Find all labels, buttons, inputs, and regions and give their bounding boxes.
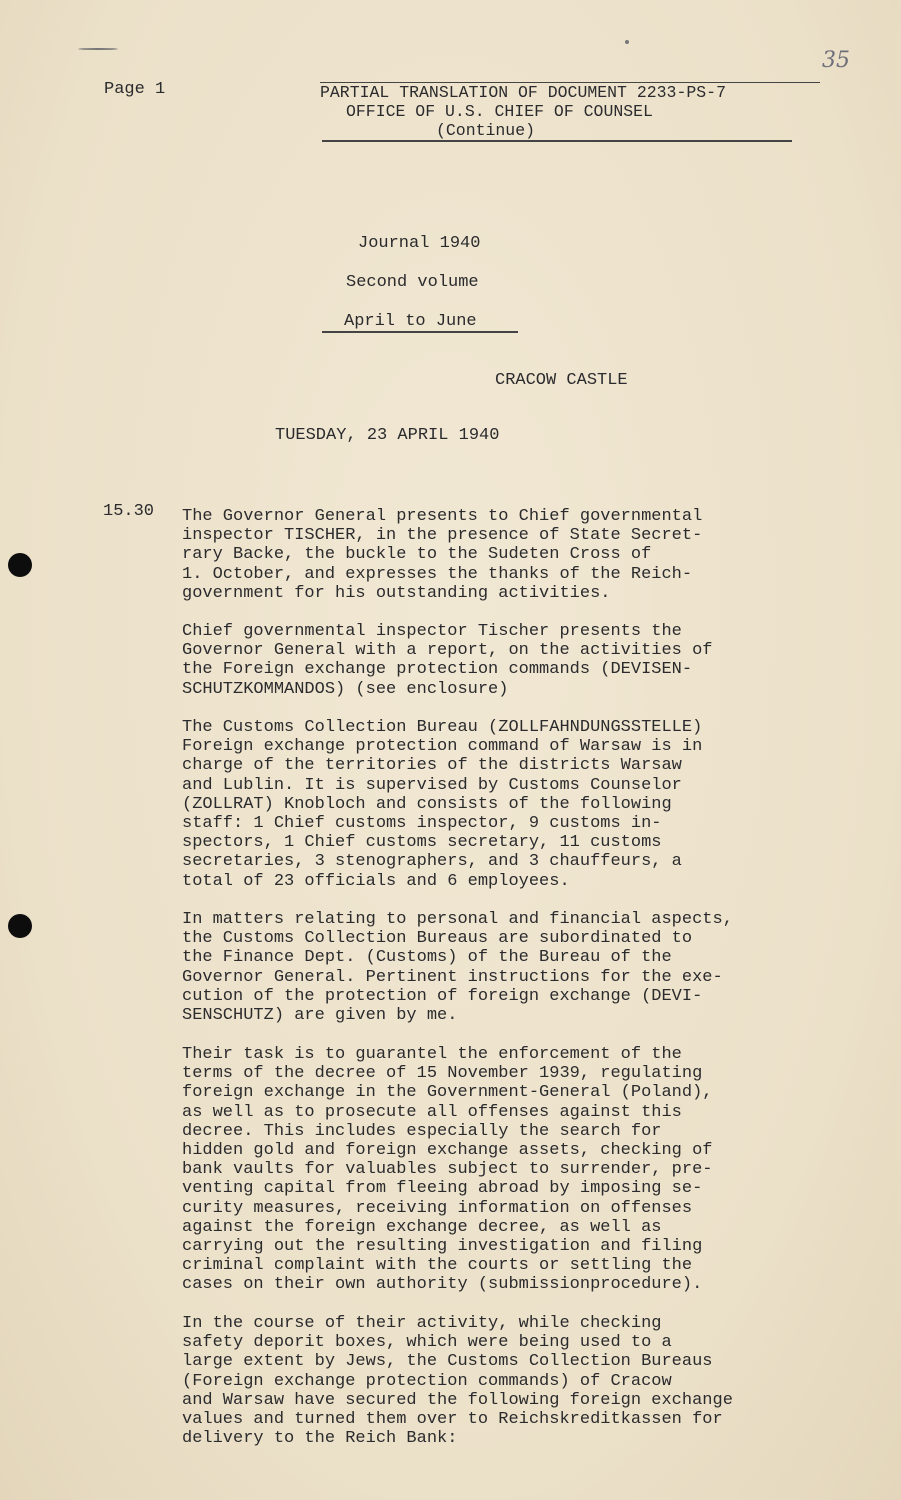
paper-speck xyxy=(625,40,629,44)
period-title: April to June xyxy=(344,312,477,331)
punch-hole-icon xyxy=(8,914,32,938)
paragraph-3: The Customs Collection Bureau (ZOLLFAHNDUNGSSTELLE) Foreign exchange protection command of Warsaw is in charge of the territories of the districts Warsaw and Lublin. It is supervised by Customs Counselor (ZOLLRAT) Knobloch and consists of the following staff: 1 Chief customs inspector, 9 customs in- spectors, 1 Chief customs secretary, 11 customs secretaries, 3 stenographers, and 3 chauffeurs, a total of 23 officials and 6 employees. xyxy=(182,718,703,891)
paragraph-2: Chief governmental inspector Tischer presents the Governor General with a report, on the activities of the Foreign exchange protection commands (DEVISEN- SCHUTZKOMMANDOS) (see enclosure) xyxy=(182,622,713,699)
header-underline xyxy=(322,140,792,142)
period-underline xyxy=(322,331,518,333)
handwritten-folio-number: 35 xyxy=(822,48,850,73)
journal-title: Journal 1940 xyxy=(358,234,481,253)
paragraph-1: The Governor General presents to Chief governmental inspector TISCHER, in the presence of State Secret- rary Backe, the buckle to the Sudeten Cross of 1. October, and expresses the thanks of the Reich- government for his outstanding activities. xyxy=(182,507,703,603)
paragraph-4: In matters relating to personal and financial aspects, the Customs Collection Bureaus are subordinated to the Finance Dept. (Customs) of the Bureau of the Governor General. Pertinent instructions for the exe- cution of the protection of foreign exchange (DEVI- SENSCHUTZ) are given by me. xyxy=(182,910,733,1026)
document-header xyxy=(320,82,820,140)
paragraph-5: Their task is to guarantel the enforcement of the terms of the decree of 15 November 1939, regulating foreign exchange in the Government-General (Poland), as well as to prosecute all offenses against this decree. This includes especially the search for hidden gold and foreign exchange assets, checking of bank vaults for valuables subject to surrender, pre- venting capital from fleeing abroad by imposing se- curity measures, receiving information on offenses against the foreign exchange decree, as well as carrying out the resulting investigation and filing criminal complaint with the courts or settling the cases on their own authority (submissionprocedure). xyxy=(182,1045,713,1295)
entry-time: 15.30 xyxy=(103,502,155,521)
header-line-1: PARTIAL TRANSLATION OF DOCUMENT 2233-PS-7 xyxy=(320,82,820,102)
place-title: CRACOW CASTLE xyxy=(495,371,628,390)
page-number: Page 1 xyxy=(104,80,166,99)
entry-date: TUESDAY, 23 APRIL 1940 xyxy=(275,426,500,445)
volume-title: Second volume xyxy=(346,273,479,292)
header-line-2: OFFICE OF U.S. CHIEF OF COUNSEL xyxy=(346,102,653,121)
paragraph-6: In the course of their activity, while checking safety deporit boxes, which were being used to a large extent by Jews, the Customs Collection Bureaus (Foreign exchange protection commands) of Cracow and Warsaw have secured the following foreign exchange values and turned them over to Reichskreditkassen for delivery to the Reich Bank: xyxy=(182,1314,733,1449)
paper-mark xyxy=(78,48,118,50)
punch-hole-icon xyxy=(8,553,32,577)
header-line-3: (Continue) xyxy=(436,121,536,140)
